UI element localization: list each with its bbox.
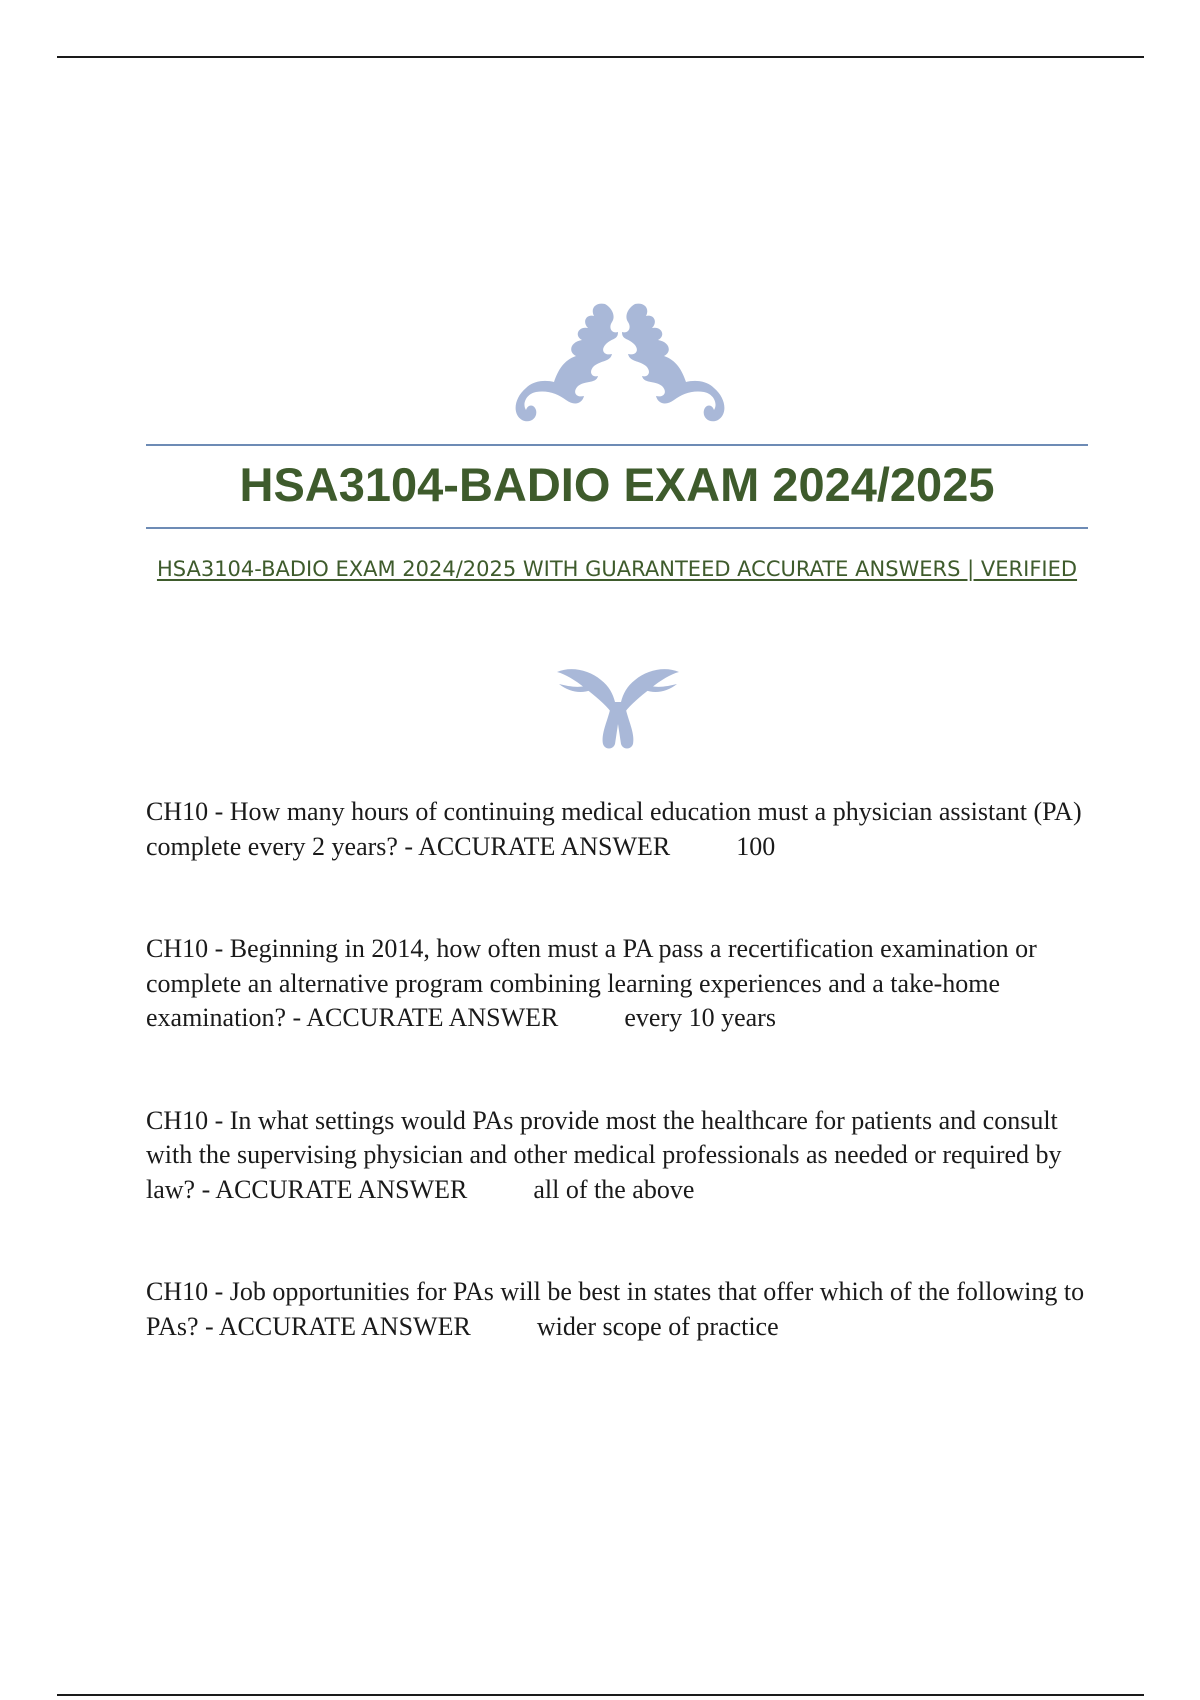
question-text: CH10 - How many hours of continuing medical education must a physician assistant (PA) complete every 2 years? - ACCURATE ANSWER bbox=[146, 797, 1082, 861]
document-subtitle: HSA3104-BADIO EXAM 2024/2025 WITH GUARANTEED ACCURATE ANSWERS | VERIFIED bbox=[156, 557, 1078, 581]
answer-text: wider scope of practice bbox=[536, 1311, 779, 1341]
document-title: HSA3104-BADIO EXAM 2024/2025 bbox=[239, 458, 995, 511]
page-bottom-rule bbox=[57, 1694, 1144, 1696]
question-item-1 bbox=[146, 795, 1096, 864]
floral-scroll-icon bbox=[500, 296, 740, 426]
title-rule-bottom bbox=[146, 527, 1088, 529]
answer-text: all of the above bbox=[533, 1174, 695, 1204]
question-item-4 bbox=[146, 1275, 1096, 1344]
question-text: CH10 - Beginning in 2014, how often must a PA pass a recertification examination or complete an alternative program combining learning experiences and a take-home examination? - ACCURATE ANSWER bbox=[146, 934, 1037, 1032]
question-list bbox=[146, 795, 1096, 1344]
question-text: CH10 - Job opportunities for PAs will be best in states that offer which of the following to PAs? - ACCURATE ANSWER bbox=[146, 1277, 1085, 1341]
question-text: CH10 - In what settings would PAs provide most the healthcare for patients and consult with the supervising physician and other medical professionals as needed or required by law? - ACCURATE ANSWER bbox=[146, 1105, 1062, 1204]
question-item-3 bbox=[146, 1104, 1096, 1208]
answer-text: every 10 years bbox=[624, 1003, 776, 1032]
fleuron-icon bbox=[553, 664, 683, 750]
question-item-2 bbox=[146, 932, 1096, 1036]
title-rule-top bbox=[146, 444, 1088, 446]
page-top-rule bbox=[57, 56, 1144, 58]
answer-text: 100 bbox=[736, 831, 776, 861]
